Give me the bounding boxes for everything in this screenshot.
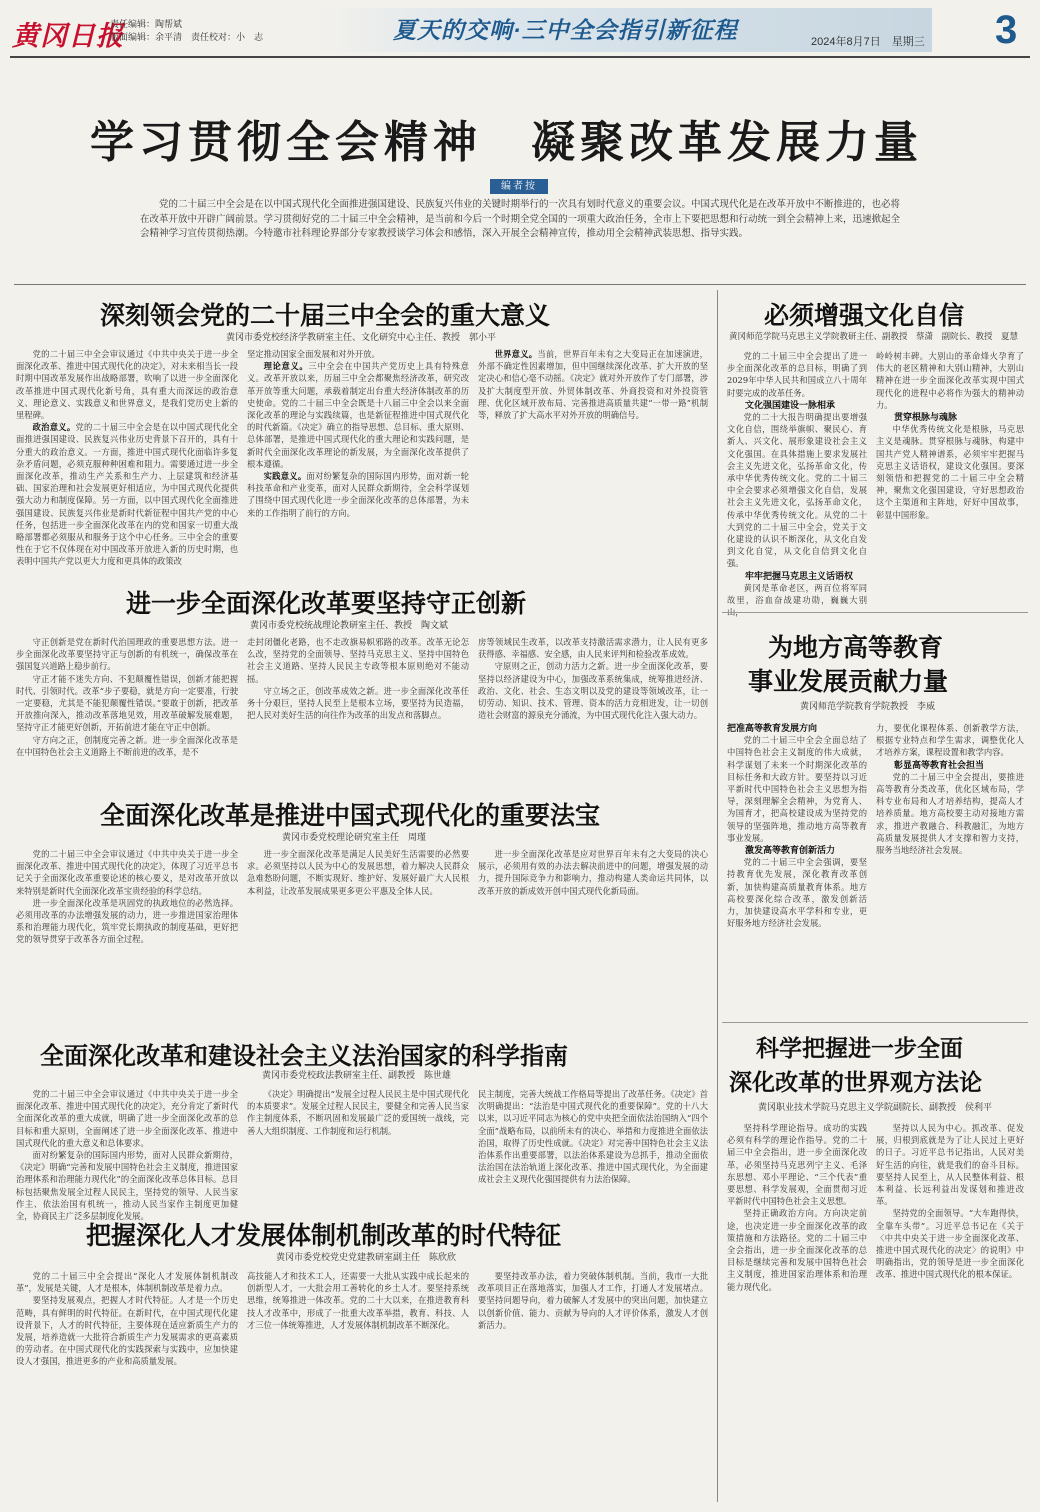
- article-8-para-1: 党的二十届三中全会提出“深化人才发展体制机制改革”，发展是关键，人才是根本，体制机制改革是着力点。: [16, 1271, 238, 1294]
- article-1-para-3: 坚定推动国家全面发展和对外开放。: [247, 349, 380, 359]
- article-6-para-4: 坚持党的全面领导。“大车跑得快，全靠车头带”。习近平总书记在《关于〈中共中央关于进一步全面深化改革、推进中国式现代化的决定〉的说明》中明确指出，党的领导是进一步全面深化改革、推进中国式现代化的根本保证。: [876, 1208, 1024, 1280]
- article-6-para-3: 坚持正确政治方向。方向决定前途，也决定进一步全面深化改革的政策措施和方法路径。党的二十届三中全会指出，进一步全面深化改革的总目标是继续完善和发展中国特色社会主义制度，推进国家治理体系和治理能力现代化。: [727, 1208, 867, 1292]
- article-4-title-line-1: 为地方高等教育: [768, 633, 944, 662]
- article-5-para-3: 进一步全面深化改革是满足人民美好生活需要的必然要求。必须坚持以人民为中心的发展思想，着力解决人民群众急难愁盼问题，不断实现好、维护好、发展好最广大人民根本利益，让改革发展成果更多更公平惠及全体人民。: [247, 849, 469, 896]
- article-5-para-1: 党的二十届三中全会审议通过《中共中央关于进一步全面深化改革、推进中国式现代化的决定》，体现了习近平总书记关于全面深化改革重要论述的核心要义，是对改革开放以来特别是新时代全面深化改革宝贵经验的科学总结。: [16, 849, 238, 896]
- article-8-para-2: 要坚持发展观点，把握人才时代特征。人才是一个历史范畴，具有鲜明的时代特征。在新时代，在中国式现代化建设背景下，人才的时代特征，主要体现在适应新质生产力的发展，培养造就一大批符合新质生产力发展需求的更高素质的劳动者。在中国式现代化的实践探索与实践中，应加快建设人才强国，推进更多的产业和高质量发展。: [16, 1295, 238, 1367]
- article-7-para-1: 党的二十届三中全会审议通过《中共中央关于进一步全面深化改革、推进中国式现代化的决定》，充分肯定了新时代全面深化改革的重大成就，明确了进一步全面深化改革的总目标和重大原则，全面阐述了进一步全面深化改革、推进中国式现代化的重大意义和总体要求。: [16, 1089, 238, 1148]
- article-1-sub-1: 政治意义。: [32, 422, 76, 433]
- article-2-title: 必须增强文化自信: [764, 301, 965, 330]
- article-7-col-1: [16, 1088, 238, 1222]
- article-7-title: 全面深化改革和建设社会主义法治国家的科学指南: [40, 1041, 568, 1070]
- article-4-byline: 黄冈师范学院教育学院教授 李威: [800, 701, 936, 711]
- article-7-para-3: 《决定》明确提出“发展全过程人民民主是中国式现代化的本质要求”。发展全过程人民民主，要健全和完善人民当家作主制度体系，不断巩固和发展最广泛的爱国统一战线，完善人大组织制度、工作制度和运行机制。: [247, 1089, 469, 1136]
- article-3-para-4: 走封闭僵化老路，也不走改旗易帜邪路的改革。改革无论怎么改，坚持党的全面领导、坚持马克思主义、坚持中国特色社会主义道路、坚持人民民主专政等根本原则绝对不能动摇。: [247, 637, 469, 684]
- article-7-col-3: [478, 1088, 708, 1206]
- article-2-para-2: 党的二十大报告明确提出要增强文化自信，围绕举旗帜、聚民心、育新人、兴文化、展形象建设社会主义文化强国。在具体措施上要求发展社会主义先进文化，弘扬革命文化，传承中华优秀传统文化。党的二十届三中全会要求必须增强文化自信，发展社会主义先进文化，弘扬革命文化，传承中华优秀传统文化。从党的二十大到党的二十届三中全会，党关于文化建设的认识不断深化，从文化自发到文化自觉，从文化自信到文化自强。: [727, 412, 867, 569]
- article-8-byline: 黄冈市委党校党史党建教研室副主任 陈欣欣: [276, 1252, 457, 1262]
- article-7-byline: 黄冈市委党校政法教研室主任、副教授 陈世雄: [262, 1070, 452, 1080]
- article-6-col-2: [876, 1122, 1024, 1504]
- article-4-para-1: 党的二十届三中全会全面总结了中国特色社会主义制度的伟大成就，科学谋划了未来一个时期深化改革的目标任务和大政方针。要坚持以习近平新时代中国特色社会主义思想为指导，深刻理解全会精神，为党育人、为国育才，把高校建设成为坚持党的领导的坚强阵地，推动地方高等教育事业发展。: [727, 735, 867, 843]
- article-6-title-line-1: 科学把握进一步全面: [756, 1035, 963, 1062]
- article-1-title: 深刻领会党的二十届三中全会的重大意义: [100, 301, 551, 330]
- article-3-col-1: [16, 636, 238, 786]
- article-1-col-3: [478, 348, 708, 574]
- article-3-para-6: 房等领域民生改革，以改革支持激活需求潜力，让人民有更多获得感、幸福感、安全感，由人民来评判和检验改革成效。: [478, 637, 708, 660]
- article-2-para-4: 岭岭树丰碑。大别山的革命烽火孕育了伟大的老区精神和大别山精神，大别山精神在进一步全面深化改革实现中国式现代化的进程中必将作为强大的精神动力。: [876, 351, 1024, 410]
- article-4-para-3: 力，要优化课程体系、创新教学方法，根据专业特点和学生需求，调整优化人才培养方案，课程设置和教学内容。: [876, 723, 1024, 758]
- editor-line-1: 责任编辑：陶帮斌: [110, 19, 183, 29]
- article-6-para-2: 坚持以人民为中心。抓改革、促发展，归根到底就是为了让人民过上更好的日子。习近平总书记指出，人民对美好生活的向往，就是我们的奋斗目标。要坚持人民至上，从人民整体利益、根本利益、长远利益出发谋划和推进改革。: [876, 1123, 1024, 1207]
- article-4-para-2: 党的二十届三中全会强调，要坚持教育优先发展，深化教育改革创新，加快构建高质量教育体系。地方高校要深化综合改革，激发创新活力，加快建设高水平学科和专业，更好服务地方经济社会发展。: [727, 857, 867, 929]
- article-5-title: 全面深化改革是推进中国式现代化的重要法宝: [100, 801, 601, 830]
- article-2-sub-3: 贯穿根脉与魂脉: [894, 412, 958, 423]
- article-2-col-2: [876, 350, 1024, 608]
- masthead-rule: [10, 56, 1030, 58]
- article-2-sub-2: 牢牢把握马克思主义话语权: [745, 570, 854, 581]
- article-3-title: 进一步全面深化改革要坚持守正创新: [126, 589, 527, 618]
- article-7-col-2: [247, 1088, 469, 1206]
- article-3-para-7: 守原则之正，创动力活力之新。进一步全面深化改革，要坚持以经济建设为中心，加强改革系统集成，统筹推进经济、政治、文化、社会、生态文明以及党的建设等领域改革，让一切劳动、知识、技术、管理、资本的活力竞相迸发，让一切创造社会财富的源泉充分涌流，为中国式现代化注入强大动力。: [478, 661, 708, 721]
- article-5-col-3: [478, 848, 708, 1026]
- article-6-title-line-2: 深化改革的世界观方法论: [729, 1069, 982, 1096]
- article-5-para-4: 进一步全面深化改革是应对世界百年未有之大变局的决心展示，必须用有效的办法去解决前进中的问题，增强发展的动力，提升国际竞争力和影响力，推动构建人类命运共同体，以改革开放的新成效开创中国式现代化新局面。: [478, 849, 708, 896]
- article-8-title: 把握深化人才发展体制机制改革的时代特征: [86, 1221, 562, 1250]
- article-1-para-6: 当前，世界百年未有之大变局正在加速演进，外部不确定性因素增加，但中国继续深化改革、扩大开放的坚定决心和信心毫不动摇。《决定》就对外开放作了专门部署，涉及扩大制度型开放、外贸体制改革、外商投资和对外投资管理、优化区域开放布局、完善推进高质量共建“一带一路”机制等，释放了扩大高水平对外开放的明确信号。: [478, 349, 708, 421]
- article-2-para-1: 党的二十届三中全会提出了进一步全面深化改革的总目标，明确了到2029年中华人民共和国成立八十周年时要完成的改革任务。: [727, 351, 867, 398]
- article-8-col-3: [478, 1270, 708, 1504]
- article-2-col-1: [727, 350, 867, 608]
- article-8-col-1: [16, 1270, 238, 1504]
- article-2-para-5: 中华优秀传统文化是根脉，马克思主义是魂脉。贯穿根脉与魂脉，构建中国共产党人精神谱系，必须牢牢把握马克思主义话语权，建设文化强国。要深刻领悟和把握党的二十届三中全会精神，聚焦文化强国建设，守好思想政治这个主渠道和主阵地，好好中国故事，彰显中国形象。: [876, 424, 1024, 520]
- masthead: [0, 0, 1040, 86]
- article-3-para-1: 守正创新是党在新时代治国理政的重要思想方法。进一步全面深化改革要坚持守正与创新的有机统一，确保改革在强国复兴道路上稳步前行。: [16, 637, 238, 672]
- article-2-para-3: 黄冈是革命老区，两百位将军同故里，浴血奋战建功勋，巍巍大别: [727, 582, 867, 606]
- article-1-byline: 黄冈市委党校经济学教研室主任、文化研究中心主任、教授 郭小平: [226, 332, 497, 342]
- article-5-byline: 黄冈市委党校理论研究室主任 周瑾: [282, 832, 427, 842]
- article-1-para-2: 党的二十届三中全会是在以中国式现代化全面推进强国建设、民族复兴伟业历史背景下召开的，具有十分重大的政治意义。一方面，推进中国式现代化面临许多复杂矛盾问题，必须克服种种困难和阻力。需要通过进一步全面深化改革，推动生产关系和生产力、上层建筑和经济基础、国家治理和社会发展更好相适应，为中国式现代化提供强大动力和制度保障。另一方面，以中国式现代化全面推进强国建设、民族复兴伟业是新时代新征程中国共产党的中心任务，包括进一步全面深化改革在内的党和国家一切重大战略部署都必须服从和服务于这个中心任务。三中全会的重要性在于它不仅体现在对中国改革开放进入新的历史时期，也表明中国共产党以更大力度和更具体的政策改: [16, 422, 238, 567]
- article-5-col-1: [16, 848, 238, 1026]
- page-headline: 学习贯彻全会精神 凝聚改革发展力量: [90, 118, 923, 167]
- article-7-para-4: 民主制度，完善大统战工作格局等提出了改革任务。《决定》首次明确提出：“法治是中国式现代化的重要保障”。党的十八大以来，以习近平同志为核心的党中央把全面依法治国纳入“四个全面”战略布局，以前所未有的决心、举措和力度推进全面依法治国，取得了历史性成就。《决定》对完善中国特色社会主义法治体系作出重要部署，以法治体系建设为总抓手，推动全面依法治国在法治轨道上深化改革、推进中国式现代化，为全面建成社会主义现代化强国提供有力法治保障。: [478, 1089, 708, 1185]
- article-8-col-2: [247, 1270, 469, 1504]
- issue-date: 2024年8月7日 星期三: [811, 36, 925, 48]
- editor-note: 党的二十届三中全会是在以中国式现代化全面推进强国建设、民族复兴伟业的关键时期举行的一次具有划时代意义的重要会议。中国式现代化是在改革开放中不断推进的，也必将在改革开放中开辟广阔前景。学习贯彻好党的二十届三中全会精神，是当前和今后一个时期全党全国的一项重大政治任务，全市上下要把思想和行动统一到全会精神上来，迅速掀起全会精神学习宣传贯彻热潮。今特邀市社科理论界部分专家教授谈学习体会和感悟，深入开展全会精神宣传，推动用全会精神武装思想、指导实践。: [140, 199, 901, 239]
- page-number: 3: [995, 8, 1018, 52]
- newspaper-logo: 黄冈日报: [12, 21, 124, 52]
- editor-line-2: 版面编辑：余平清 责任校对：小 志: [110, 32, 264, 42]
- article-1-para-4: 三中全会在中国共产党历史上具有特殊意义。改革开放以来，历届三中全会都聚焦经济改革，研究改革开放等重大问题，承载着制定出台重大经济体制改革的历史使命。党的二十届三中全会既是十八届三中全会以来全面深化改革的理论与实践续篇，也是新征程推进中国式现代化的时代新篇。《决定》确立的指导思想、总目标、重大原则、总体部署，是推进中国式现代化的重大理论和实践问题，是新时代全面深化改革理论的新发展，为全面深化改革提供了根本遵循。: [247, 361, 469, 469]
- article-1-sub-2: 理论意义。: [263, 361, 309, 372]
- article-5-para-2: 进一步全面深化改革是巩固党的执政地位的必然选择。必须用改革的办法增强发展的动力，进一步推进国家治理体系和治理能力现代化，筑牢党长期执政的制度基础，更好把党的领导贯穿于改革各方面全过程。: [16, 897, 238, 945]
- article-4-col-1: [727, 722, 867, 1018]
- article-1-sub-3: 实践意义。: [263, 471, 307, 482]
- article-4-title-line-2: 事业发展贡献力量: [748, 667, 949, 696]
- article-3-col-3: [478, 636, 708, 786]
- article-5-col-2: [247, 848, 469, 1026]
- article-8-para-4: 要坚持改革办法，着力突破体制机制。当前，我市一大批改革项目正在落地落实，加强人才工作，打通人才发展堵点。要坚持问题导向，着力破解人才发展中的突出问题，加快建立以创新价值、能力、贡献为导向的人才评价体系，激发人才创新活力。: [478, 1271, 708, 1330]
- article-3-byline: 黄冈市委党校统战理论教研室主任、教授 陶文斌: [250, 620, 449, 630]
- column-divider: [717, 290, 718, 1502]
- article-1-sub-4: 世界意义。: [494, 349, 538, 359]
- article-4-sub-1: 把准高等教育发展方向: [727, 723, 818, 733]
- article-1-col-2: [247, 348, 469, 574]
- article-6-byline: 黄冈职业技术学院马克思主义学院副院长、副教授 侯利平: [758, 1102, 993, 1112]
- article-7-para-2: 面对纷繁复杂的国际国内形势，面对人民群众新期待，《决定》明确“完善和发展中国特色社会主义制度，推进国家治理体系和治理能力现代化”的全面深化改革总体目标。总目标包括聚焦发展全过程人民民主，坚持党的领导、人民当家作主、依法治国有机统一，推动人民当家作主制度更加健全，协商民主广泛多层制度化发展。: [16, 1150, 238, 1222]
- article-1-para-1: 党的二十届三中全会审议通过《中共中央关于进一步全面深化改革、推进中国式现代化的决定》，对未来相当长一段时期中国改革发展作出战略部署，吹响了以进一步全面深化改革推进中国式现代化新号角，具有重大而深远的政治意义、理论意义、实践意义和世界意义，是我们党历史上新的里程碑。: [16, 349, 238, 421]
- article-4-sub-3: 彰显高等教育社会担当: [894, 759, 985, 770]
- article-4-sub-2: 激发高等教育创新活力: [745, 845, 836, 856]
- headline-rule: [14, 284, 1026, 285]
- article-2-rule: [722, 612, 1028, 613]
- editor-credits: [110, 18, 263, 44]
- editor-note-label: 编者按: [490, 179, 548, 194]
- article-3-para-2: 守正才能不迷失方向、不犯颠覆性错误，创新才能把握时代、引领时代。改革“步子要稳，就是方向一定要准，行驶一定要稳，尤其是不能犯颠覆性错误。”要敢于创新，把改革开放推向深入，推动改革落地见效，用改革破解发展难题，坚持守正才能更好创新，开拓前进才能在守正中创新。: [16, 673, 238, 733]
- article-8-para-3: 高技能人才和技术工人，还需要一大批从实践中成长起来的创新型人才，一大批会用工善转化的乡土人才。要坚持系统思维，统筹推进一体改革。党的二十大以来，在推进教育科技人才改革中，形成了一批重大改革举措，教育、科技、人才三位一体统筹推进，人才发展体制机制改革不断深化。: [247, 1271, 469, 1330]
- article-6-para-1: 坚持科学理论指导。成功的实践必须有科学的理论作指导。党的二十届三中全会指出，进一步全面深化改革，必须坚持马克思列宁主义、毛泽东思想、邓小平理论、“三个代表”重要思想、科学发展观，全面贯彻习近平新时代中国特色社会主义思想。: [727, 1123, 867, 1207]
- article-2-byline: 黄冈师范学院马克思主义学院教研主任、副教授 蔡潇 副院长、教授 夏慧: [729, 331, 1019, 341]
- article-3-para-3: 守方向之正，创制度完善之新。进一步全面深化改革是在中国特色社会主义道路上不断前进的改革，是不: [16, 734, 238, 757]
- article-3-col-2: [247, 636, 469, 786]
- article-4-para-4: 党的二十届三中全会提出，要推进高等教育分类改革，优化区域布局，学科专业布局和人才培养结构，提高人才培养质量。地方高校要主动对接地方需求，推进产教融合、科教融汇，为地方高质量发展提供人才支撑和智力支持，服务当地经济社会发展。: [876, 771, 1024, 856]
- article-4-col-2: [876, 722, 1024, 1018]
- article-3-para-5: 守立场之正，创改革成效之新。进一步全面深化改革任务十分艰巨，坚持人民至上是根本立场，要坚持为民造福，把人民对美好生活的向往作为改革的出发点和落脚点。: [247, 685, 469, 721]
- article-1-para-5: 面对纷繁复杂的国际国内形势，面对新一轮科技革命和产业变革，面对人民群众新期待，全会科学谋划了围绕中国式现代化进一步全面深化改革的总体部署，为未来的工作指明了前行的方向。: [247, 471, 469, 518]
- section-banner-title: 夏天的交响·三中全会指引新征程: [393, 17, 738, 43]
- article-1-col-1: [16, 348, 238, 574]
- article-2-sub-1: 文化强国建设一脉相承: [745, 399, 836, 410]
- article-6-col-1: [727, 1122, 867, 1504]
- article-4-rule: [722, 1022, 1028, 1023]
